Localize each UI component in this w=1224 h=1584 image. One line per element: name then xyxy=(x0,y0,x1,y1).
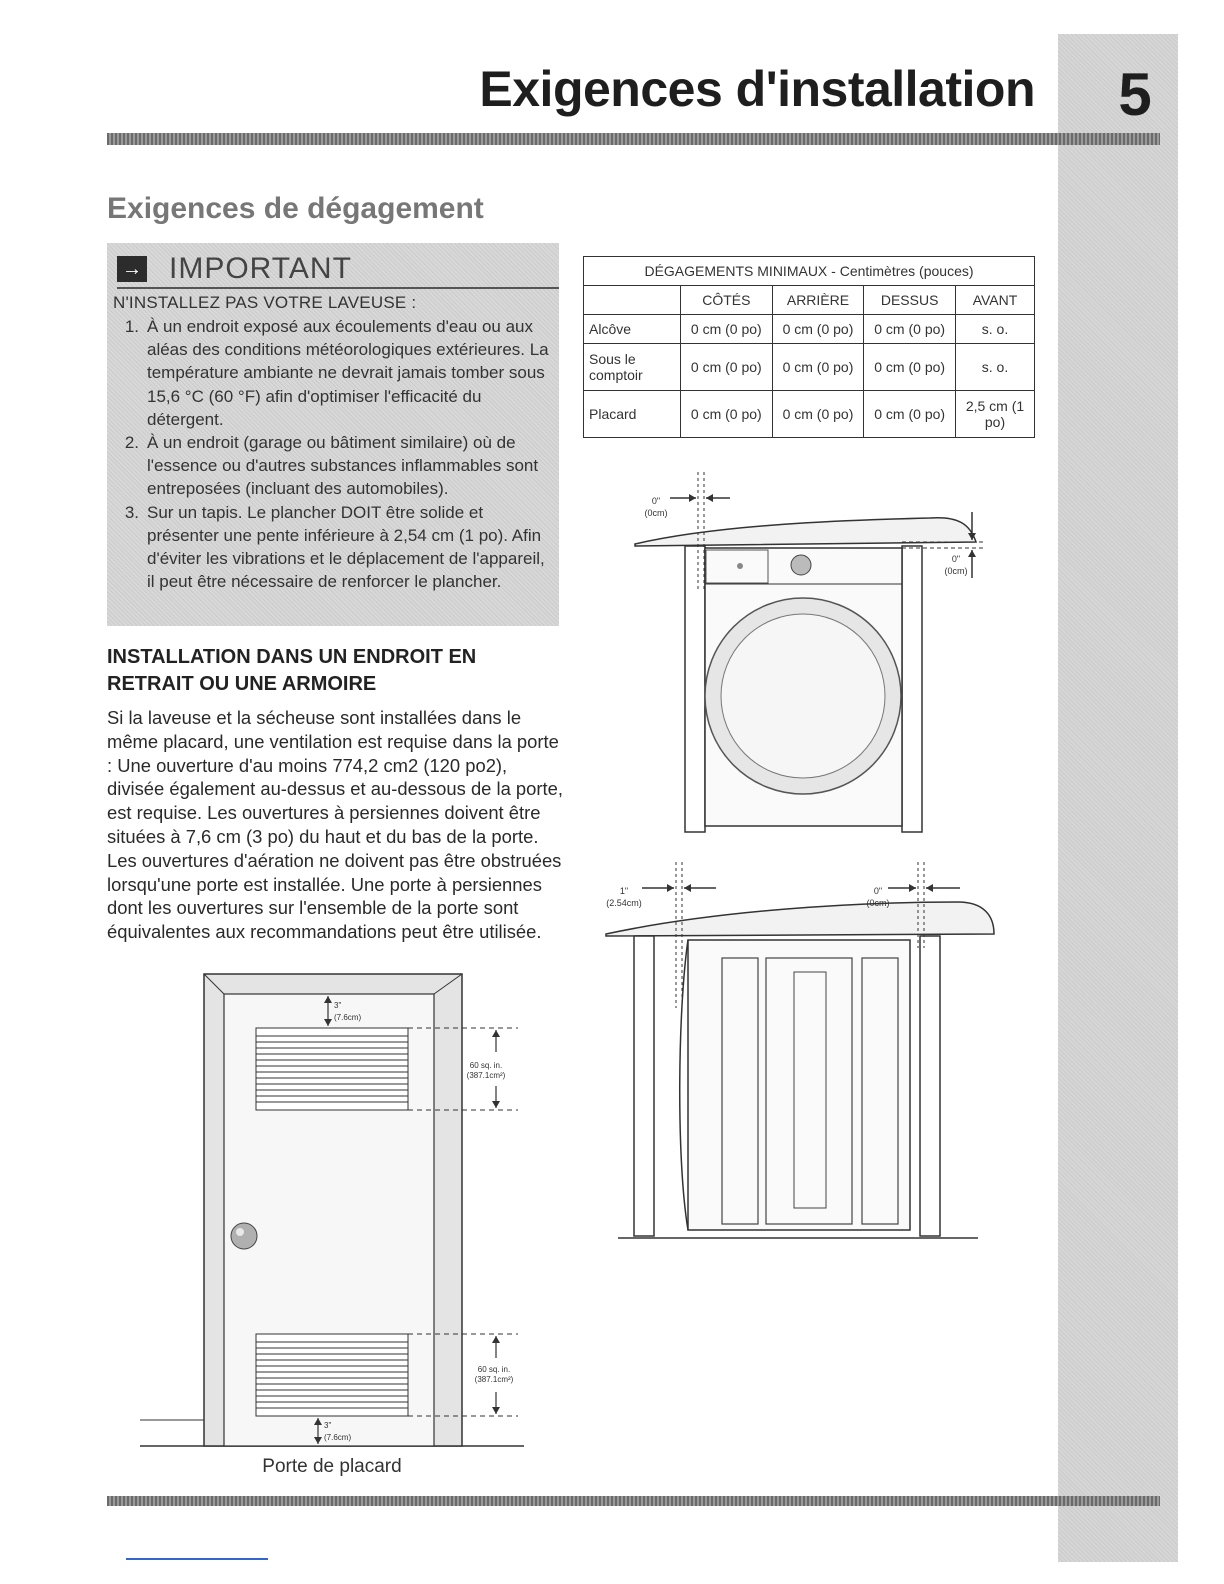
table-row xyxy=(584,391,1035,438)
top-gap-label: 3" xyxy=(334,1001,342,1010)
page-title: Exigences d'installation xyxy=(479,61,1035,117)
front-wall xyxy=(634,936,654,1236)
arrow-down-icon xyxy=(492,1101,500,1108)
top-clearance-metric: (0cm) xyxy=(944,566,968,576)
vent-area-bottom-metric: (387.1cm²) xyxy=(474,1375,514,1384)
important-divider xyxy=(117,287,559,289)
table-caption: DÉGAGEMENTS MINIMAUX - Centimètres (pouces) xyxy=(584,257,1035,286)
door-caption: Porte de placard xyxy=(262,1456,402,1477)
table-cell: 0 cm (0 po) xyxy=(772,344,864,391)
arrow-right-icon xyxy=(667,884,674,892)
list-item-number: 3. xyxy=(124,502,139,522)
clearance-table xyxy=(583,256,1035,438)
vent-area-top-metric: (387.1cm²) xyxy=(466,1071,506,1080)
table-cell: 0 cm (0 po) xyxy=(681,315,773,344)
chapter-number: 5 xyxy=(1118,61,1152,128)
table-header-cell: AVANT xyxy=(956,286,1035,315)
side-clearance-diagram xyxy=(598,858,998,1240)
front-clearance-metric: (2.54cm) xyxy=(606,898,642,908)
table-header-cell xyxy=(584,286,681,315)
top-gap-metric: (7.6cm) xyxy=(334,1013,362,1022)
arrow-left-icon xyxy=(926,884,933,892)
front-clearance-label: 1" xyxy=(619,886,629,896)
arrow-right-icon xyxy=(689,494,696,502)
row-label: Sous le comptoir xyxy=(584,344,681,391)
table-cell: 0 cm (0 po) xyxy=(681,344,773,391)
control-knob-icon xyxy=(737,563,743,569)
footer-rule xyxy=(107,1496,1160,1506)
vent-area-bottom: 60 sq. in. xyxy=(477,1365,511,1374)
table-cell: 0 cm (0 po) xyxy=(772,391,864,438)
rear-clearance-metric: (0cm) xyxy=(866,898,890,908)
vent-area-top: 60 sq. in. xyxy=(469,1061,503,1070)
table-header-cell: DESSUS xyxy=(864,286,956,315)
arrow-down-icon xyxy=(492,1407,500,1414)
chapter-side-tab xyxy=(1058,34,1178,1562)
washer-door-profile xyxy=(680,940,688,1230)
table-cell: s. o. xyxy=(956,315,1035,344)
table-row xyxy=(584,344,1035,391)
door-knob-icon xyxy=(231,1223,257,1249)
row-label: Alcôve xyxy=(584,315,681,344)
installation-heading: INSTALLATION DANS UN ENDROIT EN RETRAIT OU UNE ARMOIRE xyxy=(107,646,477,695)
lower-louver xyxy=(256,1334,408,1416)
important-header xyxy=(117,249,352,289)
table-header-row xyxy=(584,286,1035,315)
arrow-left-icon xyxy=(684,884,691,892)
washer-side xyxy=(688,940,910,1230)
table-cell: 0 cm (0 po) xyxy=(681,391,773,438)
important-list xyxy=(113,315,553,593)
arrow-right-icon xyxy=(909,884,916,892)
row-label: Placard xyxy=(584,391,681,438)
arrow-up-icon xyxy=(968,550,976,557)
door-glass xyxy=(721,614,885,778)
table-cell: s. o. xyxy=(956,344,1035,391)
table-row xyxy=(584,315,1035,344)
countertop xyxy=(606,902,994,936)
section-title: Exigences de dégagement xyxy=(107,192,484,225)
door-knob-highlight xyxy=(236,1228,244,1236)
table-cell: 0 cm (0 po) xyxy=(772,315,864,344)
footer-link-line xyxy=(126,1558,268,1560)
front-clearance-diagram xyxy=(600,462,1000,834)
table-cell: 2,5 cm (1 po) xyxy=(956,391,1035,438)
rear-wall xyxy=(920,936,940,1236)
list-item-number: 2. xyxy=(124,433,139,453)
closet-door-diagram xyxy=(134,968,530,1456)
side-clearance-label: 0" xyxy=(651,496,661,506)
upper-louver xyxy=(256,1028,408,1110)
table-cell: 0 cm (0 po) xyxy=(864,315,956,344)
bottom-gap-metric: (7.6cm) xyxy=(324,1433,352,1442)
arrow-right-icon: → xyxy=(117,256,147,282)
important-notice xyxy=(107,243,559,626)
list-item-number: 1. xyxy=(124,317,139,336)
list-item-text: Sur un tapis. Le plancher DOIT être solide et présenter une pente inférieure à 2,54 cm (1 po). Afin d'éviter les vibrations et le déplacement de l'appareil, il peut être nécessaire de renforcer le plancher. xyxy=(147,502,545,592)
top-clearance-label: 0" xyxy=(951,554,961,564)
left-wall xyxy=(685,546,705,832)
side-clearance-metric: (0cm) xyxy=(644,508,668,518)
list-item xyxy=(113,431,553,501)
bottom-gap-label: 3" xyxy=(324,1421,332,1430)
rear-clearance-label: 0" xyxy=(873,886,883,896)
installation-body: Si la laveuse et la sécheuse sont installées dans le même placard, une ventilation est requise dans la porte : Une ouverture d'au moins 774,2 cm2 (120 po2), divisée également au-dessus et au-dessous de la porte, est requise. Les ouvertures à persiennes doivent être situées à 7,6 cm (3 po) du haut et du bas de la porte. Les ouvertures d'aération ne doivent pas être obstruées lorsqu'une porte est installée. Une porte à persiennes dont les ouvertures sur l'ensemble de la porte sont équivalentes aux recommandations peut être utilisée. xyxy=(107,707,563,943)
important-lead: N'INSTALLEZ PAS VOTRE LAVEUSE : xyxy=(113,293,417,312)
important-title: IMPORTANT xyxy=(169,252,352,285)
arrow-left-icon xyxy=(706,494,713,502)
table-cell: 0 cm (0 po) xyxy=(864,344,956,391)
table-header-cell: CÔTÉS xyxy=(681,286,773,315)
arrow-up-icon xyxy=(492,1030,500,1037)
list-item-text: À un endroit (garage ou bâtiment similaire) où de l'essence ou d'autres substances inflammables sont entreposées (incluant des automobiles). xyxy=(147,433,539,499)
list-item xyxy=(113,501,553,594)
list-item-text: À un endroit exposé aux écoulements d'eau ou aux aléas des conditions météorologiques extérieures. La température ambiante ne devrait jamais tomber sous 15,6 °C (60 °F) afin d'optimiser l'efficacité du détergent. xyxy=(147,317,549,429)
cycle-knob-icon xyxy=(791,555,811,575)
arrow-up-icon xyxy=(492,1336,500,1343)
header-rule xyxy=(107,133,1160,145)
table-header-cell: ARRIÈRE xyxy=(772,286,864,315)
list-item xyxy=(113,315,553,431)
right-wall xyxy=(902,546,922,832)
table-cell: 0 cm (0 po) xyxy=(864,391,956,438)
